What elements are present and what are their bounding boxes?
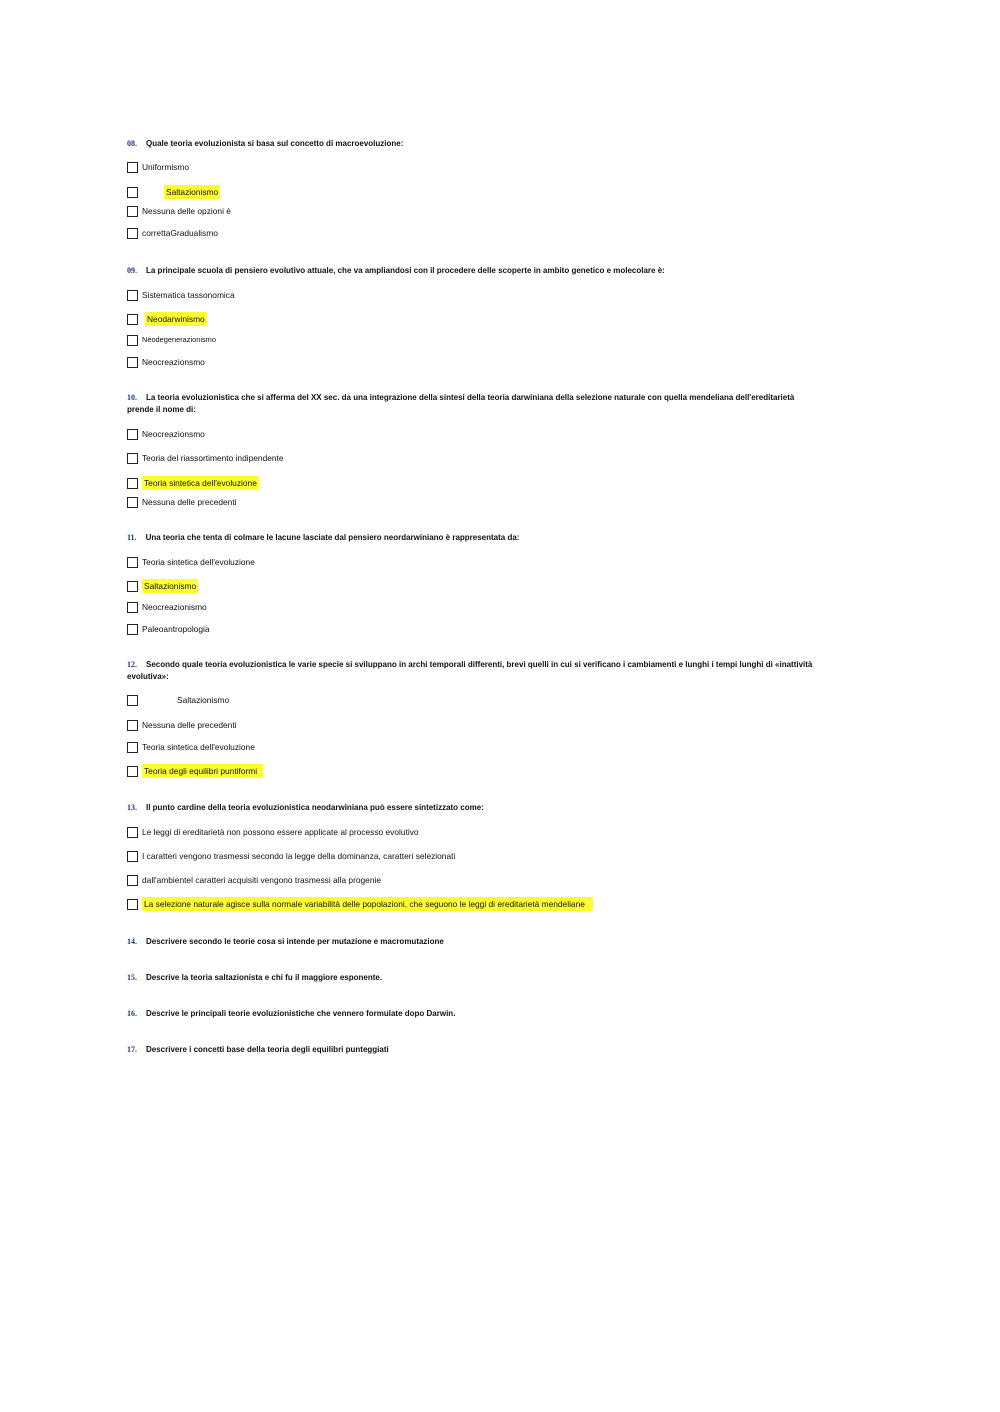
option-label: Uniformismo xyxy=(142,162,189,172)
checkbox[interactable] xyxy=(127,899,138,910)
question-number: 14. xyxy=(127,937,137,946)
question-text: Descrive le principali teorie evoluzionistiche che vennero formulate dopo Darwin. xyxy=(146,1009,456,1018)
checkbox[interactable] xyxy=(127,766,138,777)
checkbox[interactable] xyxy=(127,335,138,346)
checkbox[interactable] xyxy=(127,695,138,706)
option-label-highlighted: Saltazionismo xyxy=(166,187,219,197)
option-13-4[interactable] xyxy=(127,897,593,911)
question-16 xyxy=(127,1008,817,1020)
option-13-2[interactable] xyxy=(127,849,455,863)
question-15 xyxy=(127,972,817,984)
checkbox[interactable] xyxy=(127,851,138,862)
question-text: Descrive la teoria saltazionista e chi fu il maggiore esponente. xyxy=(146,973,383,982)
question-number: 12. xyxy=(127,660,137,669)
question-text: Descrivere secondo le teorie cosa si intende per mutazione e macromutazione xyxy=(146,937,444,946)
option-08-4[interactable] xyxy=(127,226,218,240)
checkbox[interactable] xyxy=(127,453,138,464)
question-number: 09. xyxy=(127,266,137,275)
checkbox[interactable] xyxy=(127,290,138,301)
option-label: Nessuna delle precedenti xyxy=(142,720,237,730)
checkbox[interactable] xyxy=(127,478,138,489)
option-10-3[interactable] xyxy=(127,476,259,490)
question-10 xyxy=(127,392,817,416)
checkbox[interactable] xyxy=(127,228,138,239)
checkbox[interactable] xyxy=(127,602,138,613)
checkbox[interactable] xyxy=(127,162,138,173)
question-text: Descrivere i concetti base della teoria degli equilibri punteggiati xyxy=(146,1045,389,1054)
option-09-2[interactable] xyxy=(127,312,207,326)
option-09-3[interactable] xyxy=(127,333,216,347)
option-09-4[interactable] xyxy=(127,355,205,369)
checkbox[interactable] xyxy=(127,557,138,568)
option-label: Nessuna delle opzioni è xyxy=(142,206,231,216)
option-label: Neodegenerazionismo xyxy=(142,335,216,344)
question-number: 08. xyxy=(127,139,137,148)
question-number: 11. xyxy=(127,533,137,542)
option-label-highlighted: Teoria sintetica dell'evoluzione xyxy=(144,478,257,488)
checkbox[interactable] xyxy=(127,206,138,217)
checkbox[interactable] xyxy=(127,581,138,592)
checkbox[interactable] xyxy=(127,429,138,440)
option-label: Neocreazionsmo xyxy=(142,429,205,439)
option-12-2[interactable] xyxy=(127,718,237,732)
option-10-4[interactable] xyxy=(127,495,237,509)
option-08-1[interactable] xyxy=(127,160,189,174)
question-text: Quale teoria evoluzionista si basa sul concetto di macroevoluzione: xyxy=(146,139,404,148)
option-12-4[interactable] xyxy=(127,764,263,778)
option-08-3[interactable] xyxy=(127,204,231,218)
option-11-3[interactable] xyxy=(127,600,207,614)
checkbox[interactable] xyxy=(127,624,138,635)
question-text: Secondo quale teoria evoluzionistica le varie specie si sviluppano in archi temporali differenti, brevi quelli in cui si verificano i cambiamenti e lunghi i tempi lunghi di «inattività evolutiva»: xyxy=(127,660,813,681)
checkbox[interactable] xyxy=(127,742,138,753)
checkbox[interactable] xyxy=(127,875,138,886)
question-17 xyxy=(127,1044,817,1056)
option-label-highlighted: Teoria degli equilibri puntiformi xyxy=(142,764,263,778)
question-number: 17. xyxy=(127,1045,137,1054)
option-label: I caratteri vengono trasmessi secondo la legge della dominanza, caratteri selezionati xyxy=(142,851,456,861)
question-text: La teoria evoluzionistica che si afferma del XX sec. da una integrazione della sintesi della teoria darwiniana della selezione naturale con quella mendeliana dell'ereditarietà prende il nome di: xyxy=(127,393,795,414)
option-label-highlighted: Neodarwinismo xyxy=(147,314,205,324)
option-label: Teoria sintetica dell'evoluzione xyxy=(142,557,255,567)
checkbox[interactable] xyxy=(127,314,138,325)
checkbox[interactable] xyxy=(127,827,138,838)
option-13-3[interactable] xyxy=(127,873,381,887)
option-08-2[interactable] xyxy=(127,185,220,199)
option-label: Sistematica tassonomica xyxy=(142,290,235,300)
question-08 xyxy=(127,138,817,150)
option-label: Teoria del riassortimento indipendente xyxy=(142,453,284,463)
option-label: Neocreazionismo xyxy=(142,602,207,612)
option-label: Neocreazionsmo xyxy=(142,357,205,367)
option-10-2[interactable] xyxy=(127,451,284,465)
checkbox[interactable] xyxy=(127,357,138,368)
question-number: 16. xyxy=(127,1009,137,1018)
checkbox[interactable] xyxy=(127,720,138,731)
option-10-1[interactable] xyxy=(127,427,205,441)
checkbox[interactable] xyxy=(127,497,138,508)
option-13-1[interactable] xyxy=(127,825,419,839)
option-12-3[interactable] xyxy=(127,740,255,754)
option-label: Saltazionismo xyxy=(177,695,230,705)
option-11-2[interactable] xyxy=(127,579,198,593)
question-text: Il punto cardine della teoria evoluzionistica neodarwiniana può essere sintetizzato come: xyxy=(146,803,484,812)
question-number: 15. xyxy=(127,973,137,982)
option-label-highlighted: La selezione naturale agisce sulla normale variabilità delle popolazioni, che seguono le leggi di ereditarietà mendeliane xyxy=(142,897,593,911)
option-label: Le leggi di ereditarietà non possono essere applicate al processo evolutivo xyxy=(142,827,419,837)
question-14 xyxy=(127,936,817,948)
option-label: correttaGradualismo xyxy=(142,228,218,238)
option-label: dall'ambientel caratteri acquisiti vengono trasmessi alla progenie xyxy=(142,875,382,885)
option-11-1[interactable] xyxy=(127,555,255,569)
option-label-highlighted: Saltazionismo xyxy=(144,581,197,591)
option-11-4[interactable] xyxy=(127,622,210,636)
option-label: Paleoantropologia xyxy=(142,624,210,634)
checkbox[interactable] xyxy=(127,187,138,198)
option-09-1[interactable] xyxy=(127,288,235,302)
option-label: Teoria sintetica dell'evoluzione xyxy=(142,742,255,752)
question-09 xyxy=(127,265,817,277)
question-12 xyxy=(127,659,817,683)
question-text: Una teoria che tenta di colmare le lacune lasciate dal pensiero neordarwiniano è rappresentata da: xyxy=(145,533,520,542)
question-number: 13. xyxy=(127,803,137,812)
question-number: 10. xyxy=(127,393,137,402)
question-13 xyxy=(127,802,817,814)
question-11 xyxy=(127,532,817,544)
question-text: La principale scuola di pensiero evolutivo attuale, che va ampliandosi con il procedere delle scoperte in ambito genetico e molecolare è: xyxy=(146,266,665,275)
option-label: Nessuna delle precedenti xyxy=(142,497,237,507)
option-12-1[interactable] xyxy=(127,693,229,707)
